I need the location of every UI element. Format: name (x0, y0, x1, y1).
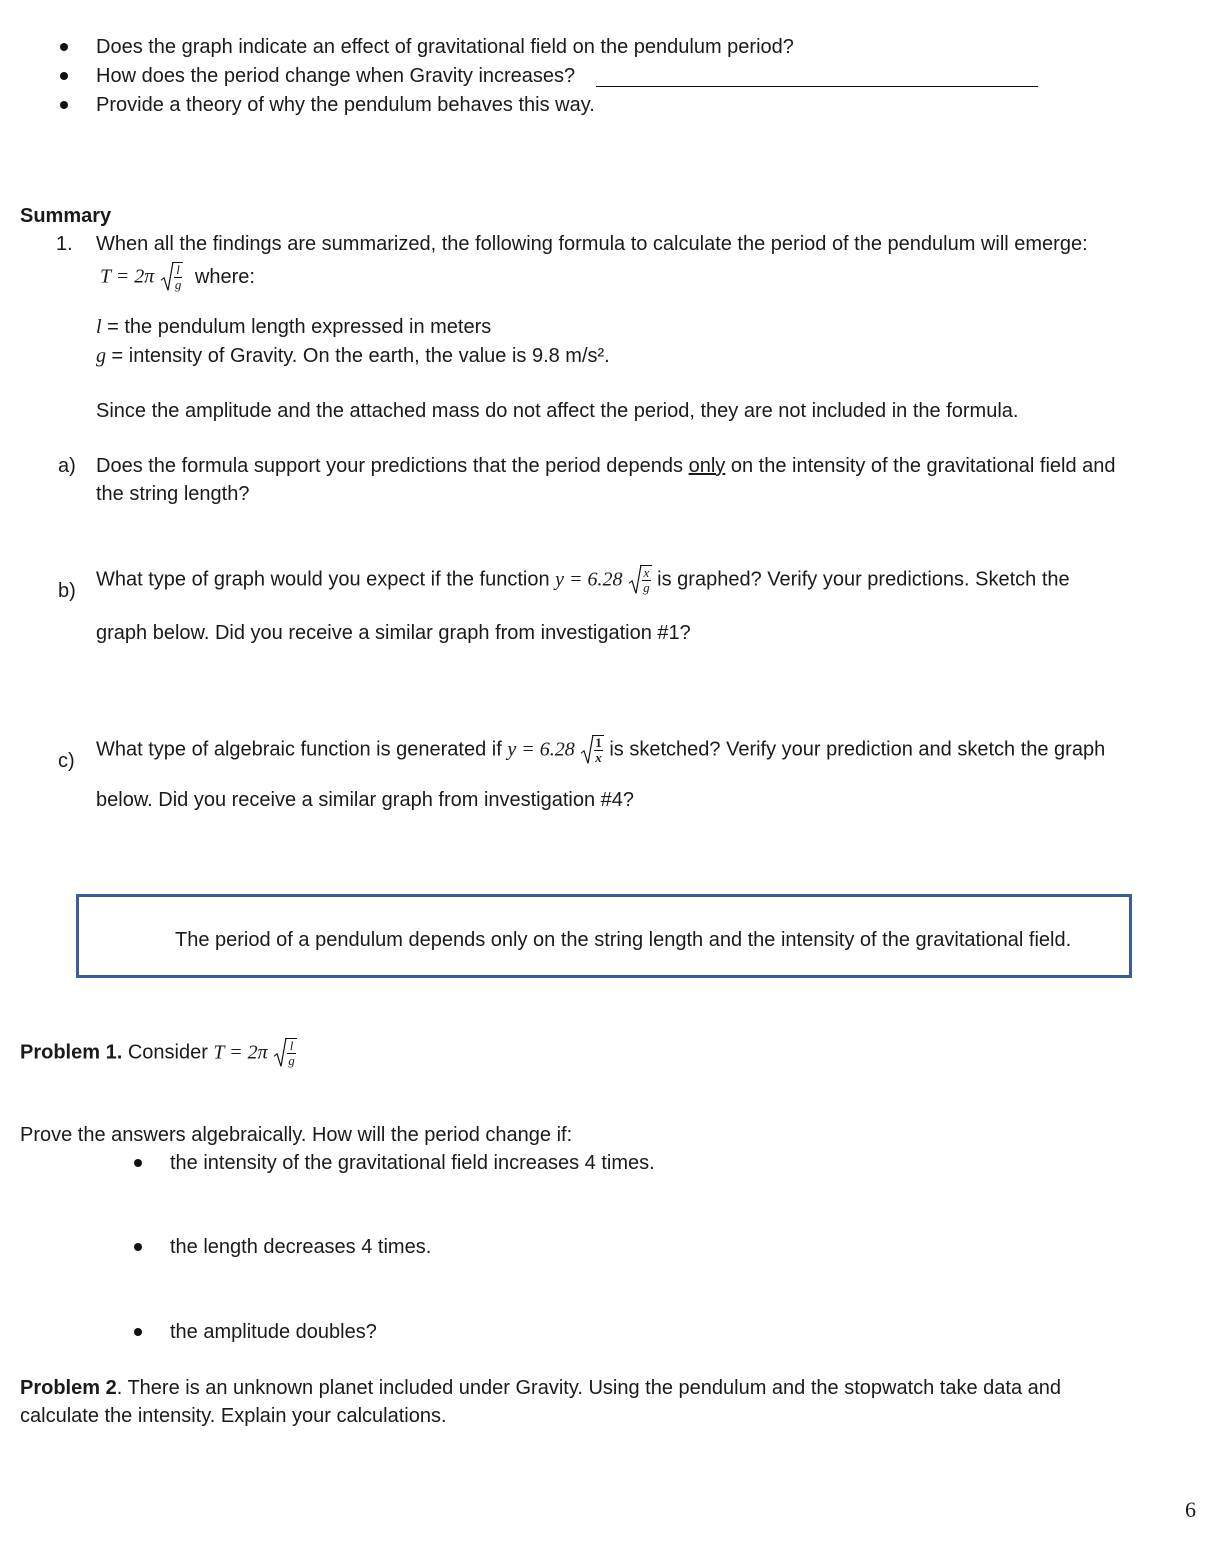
problem-1-statement: Problem 1. Consider T = 2π $\frac{l}{g}$ (20, 1038, 295, 1068)
summary-item-text: When all the findings are summarized, the following formula to calculate the period of the pendulum will emerge: (96, 233, 1088, 255)
formula-denominator: g (174, 277, 182, 292)
problem-2-statement-line2: calculate the intensity. Explain your calculations. (20, 1405, 447, 1427)
part-c-text: What type of algebraic function is generated if y = 6.28 $\frac{1}{x}$ is sketched? Verify your prediction and sketch the graph (96, 735, 1106, 765)
radical-sign-icon (273, 1038, 287, 1068)
part-b-sqrt: $\frac{x}{g}$ (628, 565, 652, 595)
question-theory: Provide a theory of why the pendulum behaves this way. (96, 94, 595, 116)
problem-1-case-length: the length decreases 4 times. (170, 1236, 432, 1258)
radical-sign-icon (628, 565, 642, 595)
part-b-expression: y = 6.28 (555, 568, 623, 591)
problem-2-statement: Problem 2. There is an unknown planet included under Gravity. Using the pendulum and the stopwatch take data and (20, 1377, 1062, 1399)
problem-1-case-amplitude: the amplitude doubles? (170, 1321, 377, 1343)
bullet-dot (60, 72, 68, 80)
answer-blank-line[interactable] (596, 86, 1038, 87)
problem-1-case-gravity: the intensity of the gravitational field increases 4 times. (170, 1152, 655, 1174)
formula-lhs: T = 2π (100, 265, 155, 288)
part-b-text: What type of graph would you expect if the function y = 6.28 $\frac{x}{g}$ is graphed? Verify your predictions. Sketch the (96, 565, 1070, 595)
bullet-dot (60, 43, 68, 51)
formula-sqrt (160, 262, 184, 292)
bullet-dot (134, 1328, 142, 1336)
formula-where: where: (194, 265, 255, 288)
part-a-text-line2: the string length? (96, 483, 250, 505)
period-formula (100, 262, 255, 312)
bullet-dot (134, 1159, 142, 1167)
part-a-text: Does the formula support your predictions that the period depends only on the intensity of the gravitational field and (96, 455, 1116, 477)
problem-2-label: Problem 2 (20, 1377, 117, 1399)
question-period-change: How does the period change when Gravity increases? (96, 65, 576, 87)
summary-note: Since the amplitude and the attached mass do not affect the period, they are not included in the formula. (96, 400, 1019, 422)
radical-sign-icon (580, 735, 594, 765)
radical-sign-icon (160, 262, 174, 292)
part-b-label: b) (58, 580, 76, 602)
part-a-label: a) (58, 455, 76, 477)
summary-item-number: 1. (56, 233, 73, 255)
part-c-text-line2: below. Did you receive a similar graph from investigation #4? (96, 789, 635, 811)
question-gravity-effect: Does the graph indicate an effect of gravitational field on the pendulum period? (96, 36, 794, 58)
part-c-label: c) (58, 750, 75, 772)
problem-1-sqrt: $\frac{l}{g}$ (273, 1038, 297, 1068)
conclusion-callout-box (76, 894, 1132, 978)
page-number: 6 (1185, 1497, 1196, 1522)
problem-1-prompt: Prove the answers algebraically. How will the period change if: (20, 1124, 573, 1146)
summary-heading: Summary (20, 205, 112, 227)
bullet-dot (134, 1243, 142, 1251)
conclusion-text: The period of a pendulum depends only on the string length and the intensity of the gravitational field. (175, 929, 1072, 951)
part-c-sqrt: $\frac{1}{x}$ (580, 735, 604, 765)
definition-gravity: g = intensity of Gravity. On the earth, the value is 9.8 m/s². (96, 345, 610, 367)
definition-length: l = the pendulum length expressed in meters (96, 316, 492, 338)
problem-1-label: Problem 1. (20, 1041, 123, 1064)
part-c-expression: y = 6.28 (507, 738, 575, 761)
bullet-dot (60, 101, 68, 109)
part-b-text-line2: graph below. Did you receive a similar graph from investigation #1? (96, 622, 691, 644)
formula-numerator: l (174, 263, 183, 278)
